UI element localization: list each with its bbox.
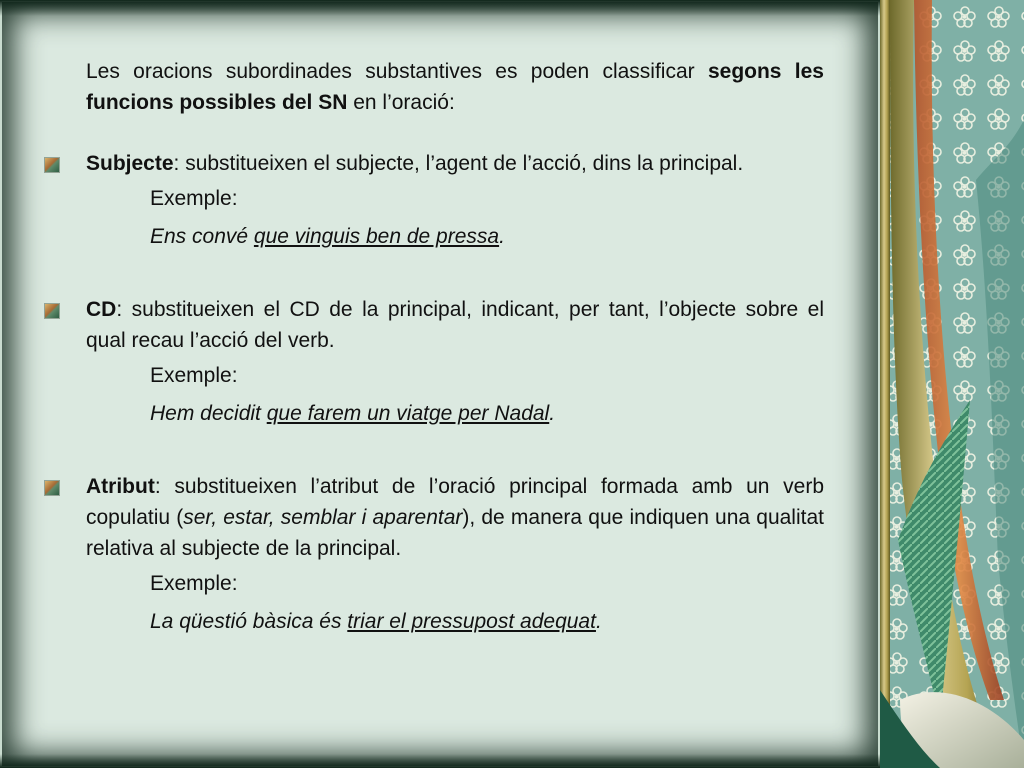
intro-line: Les oracions subordinades substantives es poden classificar	[86, 60, 695, 83]
decorative-ribbon-panel	[880, 0, 1024, 768]
bullet-text	[86, 294, 824, 356]
bullet-definition-end: ), de manera que indiquen una qualitat relativa al subjecte de la principal.	[86, 506, 824, 560]
example-suffix: .	[549, 402, 556, 425]
example-sentence	[86, 398, 824, 429]
example-prefix: Ens convé	[150, 225, 254, 248]
bullet-icon	[45, 481, 59, 495]
example-prefix: Hem decidit	[150, 402, 267, 425]
bullet-definition: : substitueixen el subjecte, l’agent de l’acció, dins la principal.	[173, 152, 744, 175]
example-sentence	[86, 221, 824, 252]
bullet-definition-italic: ser, estar, semblar i aparentar	[183, 506, 463, 529]
bullet-icon	[45, 158, 59, 172]
bullet-subjecte	[86, 148, 824, 252]
bullet-atribut	[86, 471, 824, 637]
example-sentence	[86, 606, 824, 637]
intro-bold-phrase: segons les funcions possibles del SN	[86, 60, 824, 114]
example-label: Exemple:	[150, 572, 238, 595]
slide-content	[86, 56, 824, 637]
example-suffix: .	[499, 225, 505, 248]
bullet-icon	[45, 304, 59, 318]
example-underlined: triar el pressupost adequat	[347, 610, 596, 633]
example-label: Exemple:	[150, 187, 238, 210]
ribbon-artwork	[880, 0, 1024, 768]
bullet-definition: : substitueixen el CD de la principal, indicant, per tant, l’objecte sobre el qual recau l’acció del verb.	[86, 298, 824, 352]
intro-paragraph	[86, 56, 824, 118]
example-label: Exemple:	[150, 364, 238, 387]
bullet-text	[86, 148, 824, 179]
example-prefix: La qüestió bàsica és	[150, 610, 348, 633]
bullet-definition-start: : substitueixen l’atribut de l’oració principal formada amb un verb copulatiu (	[86, 475, 824, 529]
bullet-term: CD	[86, 298, 117, 321]
intro-rest: en l’oració:	[347, 91, 455, 114]
example-underlined: que farem un viatge per Nadal	[266, 402, 550, 425]
example-underlined: que vinguis ben de pressa	[253, 225, 500, 248]
bullet-term: Subjecte	[86, 152, 174, 175]
bullet-text	[86, 471, 824, 564]
bullet-cd	[86, 294, 824, 429]
bullet-term: Atribut	[86, 475, 155, 498]
example-suffix: .	[595, 610, 602, 633]
